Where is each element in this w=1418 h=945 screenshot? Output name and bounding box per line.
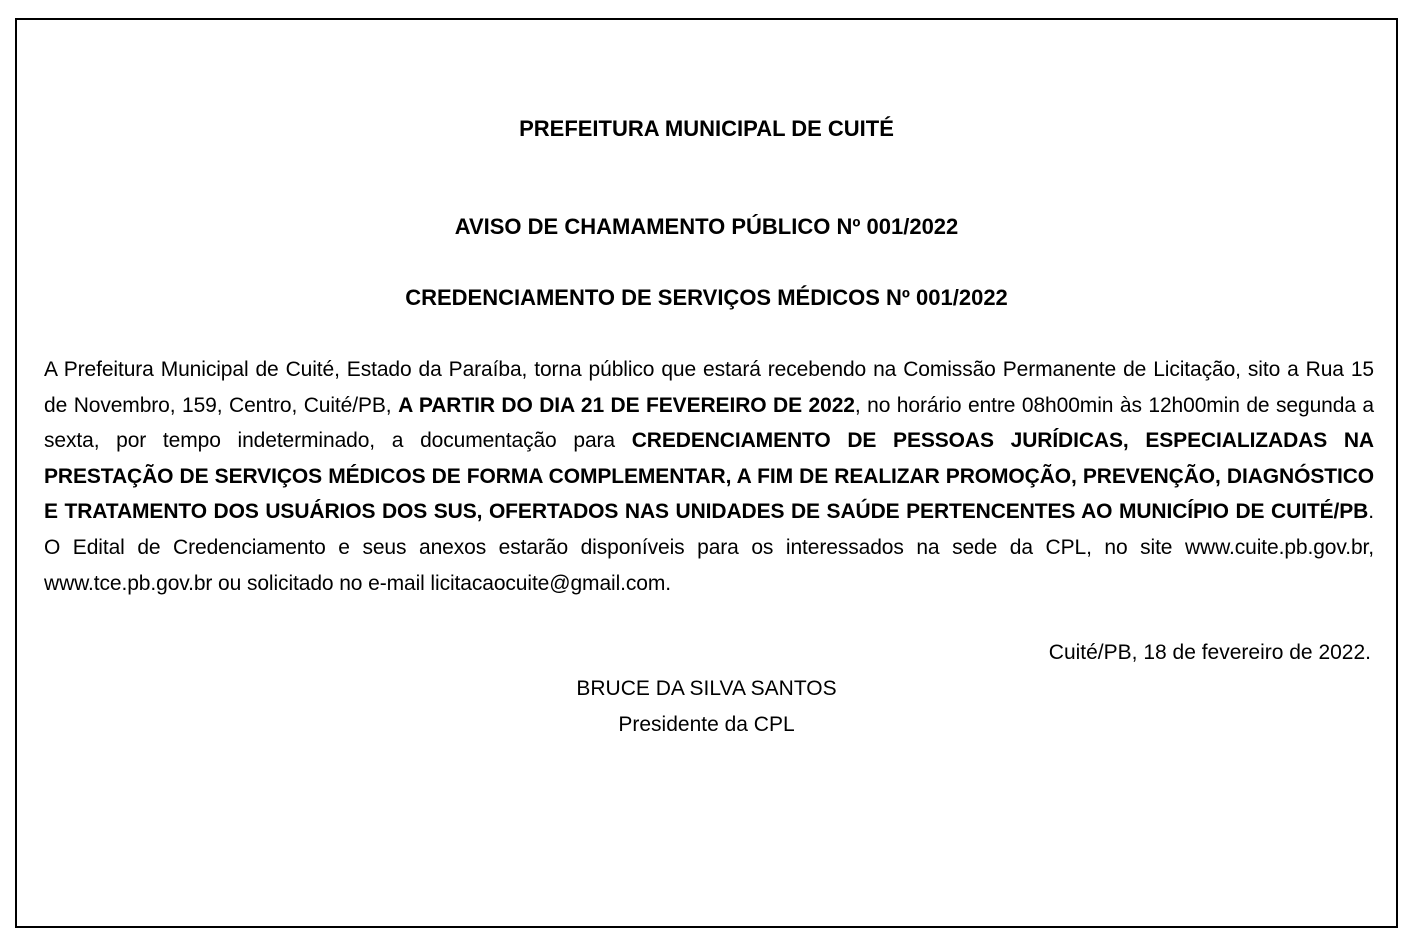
- notice-frame: [15, 18, 1398, 928]
- notice-title: AVISO DE CHAMAMENTO PÚBLICO Nº 001/2022: [454, 214, 959, 239]
- body-availability-text: . O Edital de Credenciamento e seus anexos estarão disponíveis para os interessados na sede da CPL, no site www.cuite.pb.gov.br, www.tce.pb.gov.br ou solicitado no e-mail licitacaocuite@gmail.com.: [44, 500, 1374, 595]
- body-start-date: A PARTIR DO DIA 21 DE FEVEREIRO DE 2022: [398, 393, 855, 417]
- date-place: Cuité/PB, 18 de fevereiro de 2022.: [1048, 641, 1371, 664]
- subject-title: CREDENCIAMENTO DE SERVIÇOS MÉDICOS Nº 001/2022: [405, 285, 1008, 310]
- body-schedule-text: , no horário entre 08h00min às 12h00min de segunda a sexta, por tempo indeterminado, a documentação para: [44, 393, 1375, 453]
- body-object: CREDENCIAMENTO DE PESSOAS JURÍDICAS, ESPECIALIZADAS NA PRESTAÇÃO DE SERVIÇOS MÉDICOS DE FORMA COMPLEMENTAR, A FIM DE REALIZAR PROMOÇÃO, PREVENÇÃO, DIAGNÓSTICO E TRATAMENTO DOS USUÁRIOS DOS SUS, OFERTADOS NAS UNIDADES DE SAÚDE PERTENCENTES AO MUNICÍPIO DE CUITÉ/PB: [44, 429, 1374, 524]
- body-intro-text: A Prefeitura Municipal de Cuité, Estado da Paraíba, torna público que estará recebendo na Comissão Permanente de Licitação, sito a Rua 15 de Novembro, 159, Centro, Cuité/PB,: [44, 358, 1374, 417]
- notice-body: [44, 352, 1374, 601]
- signer-name: BRUCE DA SILVA SANTOS: [576, 677, 837, 700]
- signer-role: Presidente da CPL: [618, 713, 795, 736]
- municipality-heading: PREFEITURA MUNICIPAL DE CUITÉ: [519, 116, 894, 141]
